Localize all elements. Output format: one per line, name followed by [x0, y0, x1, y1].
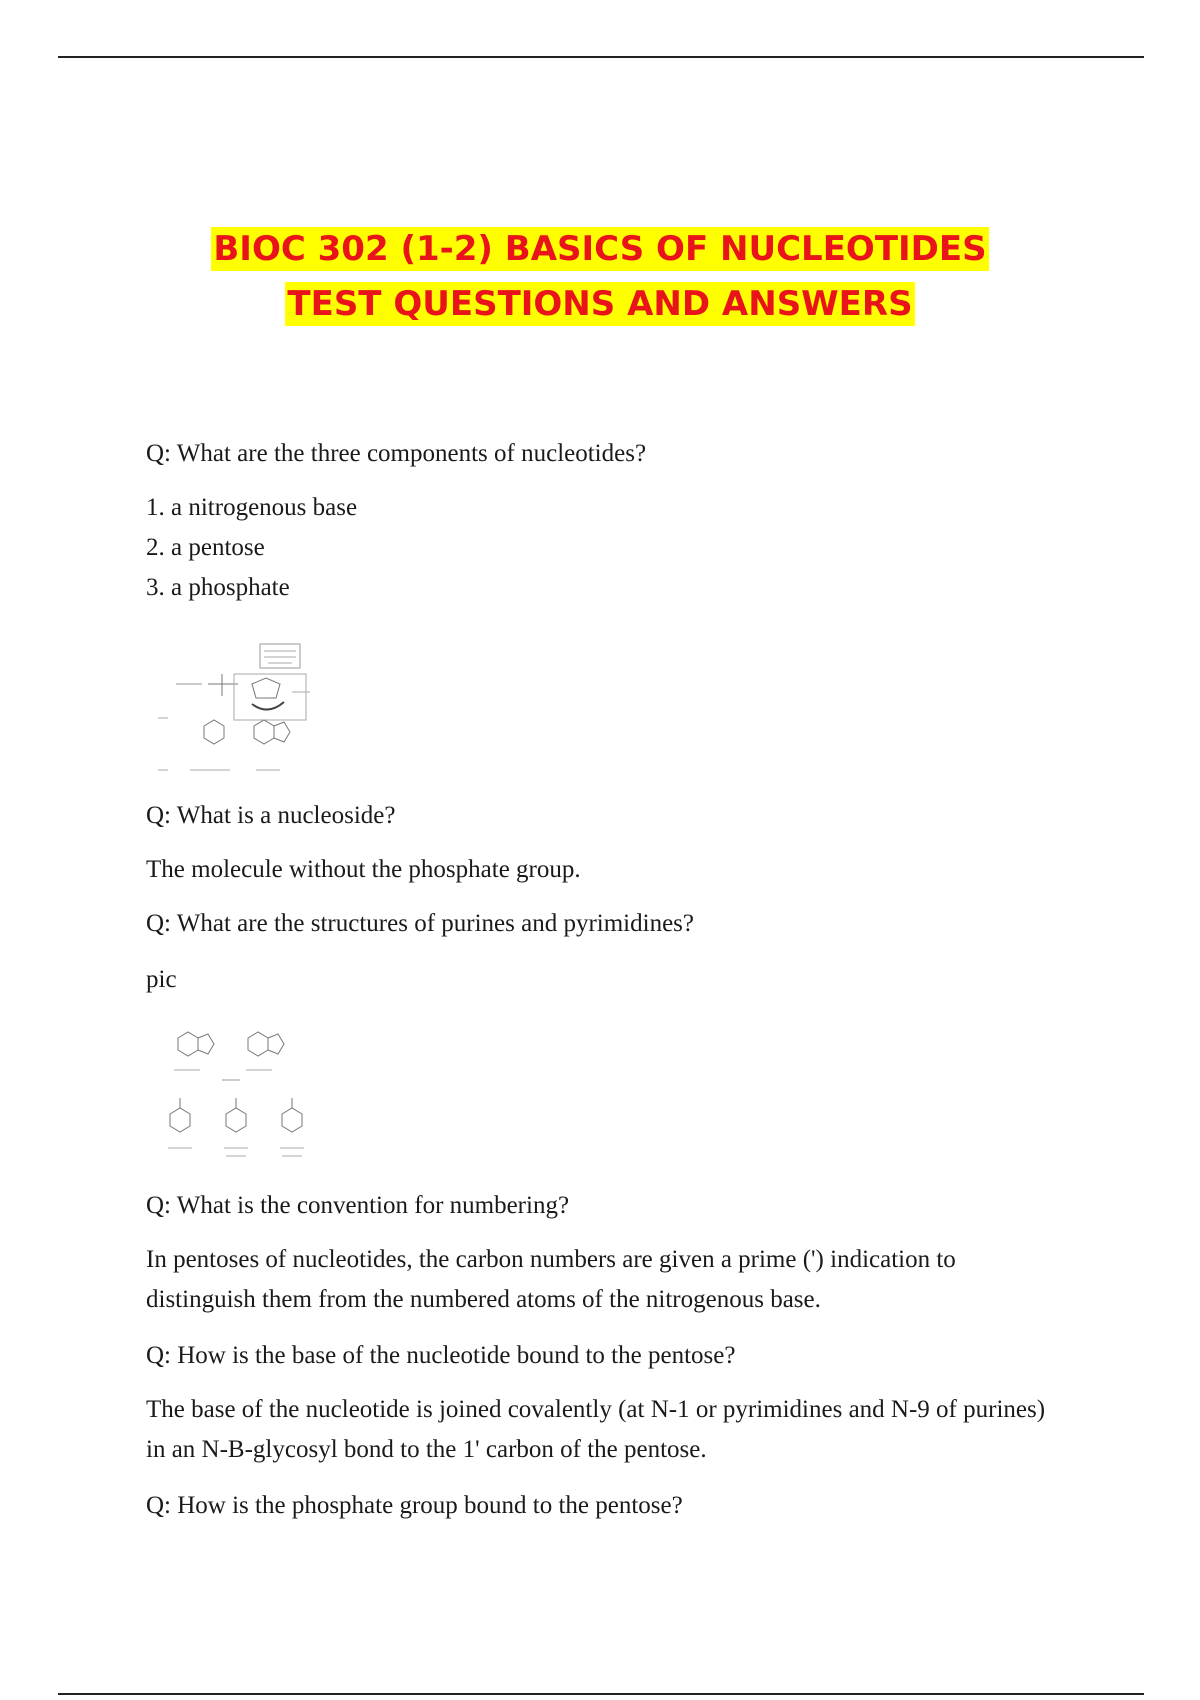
question-3: Q: What are the structures of purines and pyrimidines?	[146, 910, 694, 937]
answer-1-item-3: 3. a phosphate	[146, 574, 290, 601]
purine-pyrimidine-structure-figure	[156, 1020, 326, 1170]
nucleotide-structure-figure	[156, 640, 316, 780]
header-rule	[58, 56, 1144, 58]
answer-3: pic	[146, 966, 177, 993]
answer-1-item-2: 2. a pentose	[146, 534, 265, 561]
document-title	[0, 222, 1200, 332]
answer-5: The base of the nucleotide is joined covalently (at N-1 or pyrimidines and N-9 of purines) in an N-B-glycosyl bond to the 1' carbon of the pentose.	[146, 1396, 1046, 1463]
question-1: Q: What are the three components of nucleotides?	[146, 440, 647, 467]
question-5: Q: How is the base of the nucleotide bound to the pentose?	[146, 1342, 736, 1369]
question-4: Q: What is the convention for numbering?	[146, 1192, 570, 1219]
title-line-1: BIOC 302 (1-2) BASICS OF NUCLEOTIDES	[213, 229, 987, 269]
footer-rule	[58, 1693, 1144, 1695]
answer-2: The molecule without the phosphate group.	[146, 856, 581, 883]
answer-4: In pentoses of nucleotides, the carbon numbers are given a prime (') indication to distinguish them from the numbered atoms of the nitrogenous base.	[146, 1246, 956, 1313]
title-line-2: TEST QUESTIONS AND ANSWERS	[287, 284, 913, 324]
question-2: Q: What is a nucleoside?	[146, 802, 396, 829]
question-6: Q: How is the phosphate group bound to the pentose?	[146, 1492, 683, 1519]
answer-1-item-1: 1. a nitrogenous base	[146, 494, 358, 521]
